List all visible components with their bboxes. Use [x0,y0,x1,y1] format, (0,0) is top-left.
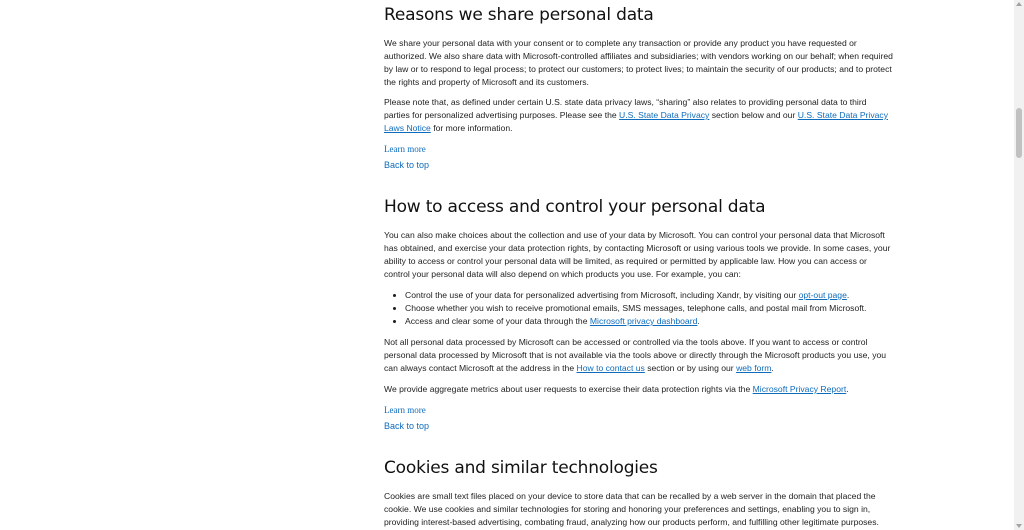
access-p2-text-1: Not all personal data processed by Microsoft can be accessed or controlled via the tools above. If you want to access or control personal data processed by Microsoft that is not available via the tools above or directly through the Microsoft products you use, you can always contact Microsoft at the address in the [384,337,887,373]
access-p2-text-3: . [771,363,774,373]
list-item-advertising-control [405,289,895,302]
access-paragraph-3 [384,383,894,396]
learn-more-link-access[interactable]: Learn more [384,405,426,415]
bullet3-end: . [697,316,700,326]
bullet1-text: Control the use of your data for personalized advertising from Microsoft, including Xandr, by visiting our [405,290,799,300]
access-paragraph-2 [384,336,894,375]
scroll-down-arrow-icon[interactable] [1016,524,1022,528]
learn-more-link-reasons[interactable]: Learn more [384,144,426,154]
reasons-p2-text-3: for more information. [430,123,513,133]
reasons-p2-text-2: section below and our [709,110,798,120]
scroll-up-arrow-icon[interactable] [1016,2,1022,6]
bullet3-text: Access and clear some of your data through the [405,316,590,326]
back-to-top-link-reasons[interactable]: Back to top [384,160,430,170]
bullet2-text: Choose whether you wish to receive promotional emails, SMS messages, telephone calls, and postal mail from Microsoft. [405,303,867,313]
reasons-paragraph-1: We share your personal data with your consent or to complete any transaction or provide any product you have requested or authorized. We also share data with Microsoft-controlled affiliates and subsidiaries; with vendors working on our behalf; when required by law or to respond to legal process; to protect our customers; to protect lives; to maintain the security of our products; and to protect the rights and property of Microsoft and its customers. [384,38,893,87]
reasons-paragraph-2 [384,96,894,135]
section-heading-access-control: How to access and control your personal data [384,197,766,217]
list-item-promotional-communications [405,302,895,315]
section-heading-reasons-we-share: Reasons we share personal data [384,5,654,25]
microsoft-privacy-dashboard-link[interactable]: Microsoft privacy dashboard [589,316,698,326]
us-state-data-privacy-link[interactable]: U.S. State Data Privacy [619,110,710,120]
section-heading-cookies: Cookies and similar technologies [384,458,658,478]
list-item-privacy-dashboard [405,315,895,328]
back-to-top-link-access[interactable]: Back to top [384,421,430,431]
access-p3-text-2: . [846,384,849,394]
opt-out-page-link[interactable]: opt-out page [798,290,847,300]
cookies-paragraph-1: Cookies are small text files placed on your device to store data that can be recalled by a web server in the domain that placed the cookie. We use cookies and similar technologies for storing and honoring your preferences and settings, enabling you to sign in, providing interest-based advertising, combating fraud, analyzing how our products perform, and fulfilling other legitimate purposes. [384,491,879,527]
access-p2-text-2: section or by using our [644,363,737,373]
how-to-contact-us-link[interactable]: How to contact us [576,363,645,373]
microsoft-privacy-report-link[interactable]: Microsoft Privacy Report [752,384,847,394]
web-form-link[interactable]: web form [736,363,772,373]
page-scrollbar[interactable] [1014,0,1024,530]
scroll-thumb[interactable] [1016,108,1022,158]
us-state-privacy-laws-notice-link[interactable]: U.S. State Data Privacy Laws Notice [384,110,888,133]
access-p3-text-1: We provide aggregate metrics about user requests to exercise their data protection rights via the [384,384,753,394]
access-paragraph-1: You can also make choices about the collection and use of your data by Microsoft. You can control your personal data that Microsoft has obtained, and exercise your data protection rights, by contacting Microsoft or using various tools we provide. In some cases, your ability to access or control your personal data will be limited, as required or permitted by applicable law. How you can access or control your personal data will also depend on which products you use. For example, you can: [384,230,891,279]
access-control-list [384,289,895,328]
reasons-p2-text-1: Please note that, as defined under certain U.S. state data privacy laws, “sharing” also relates to providing personal data to third parties for personalized advertising purposes. Please see the [384,97,867,120]
bullet1-end: . [846,290,850,300]
